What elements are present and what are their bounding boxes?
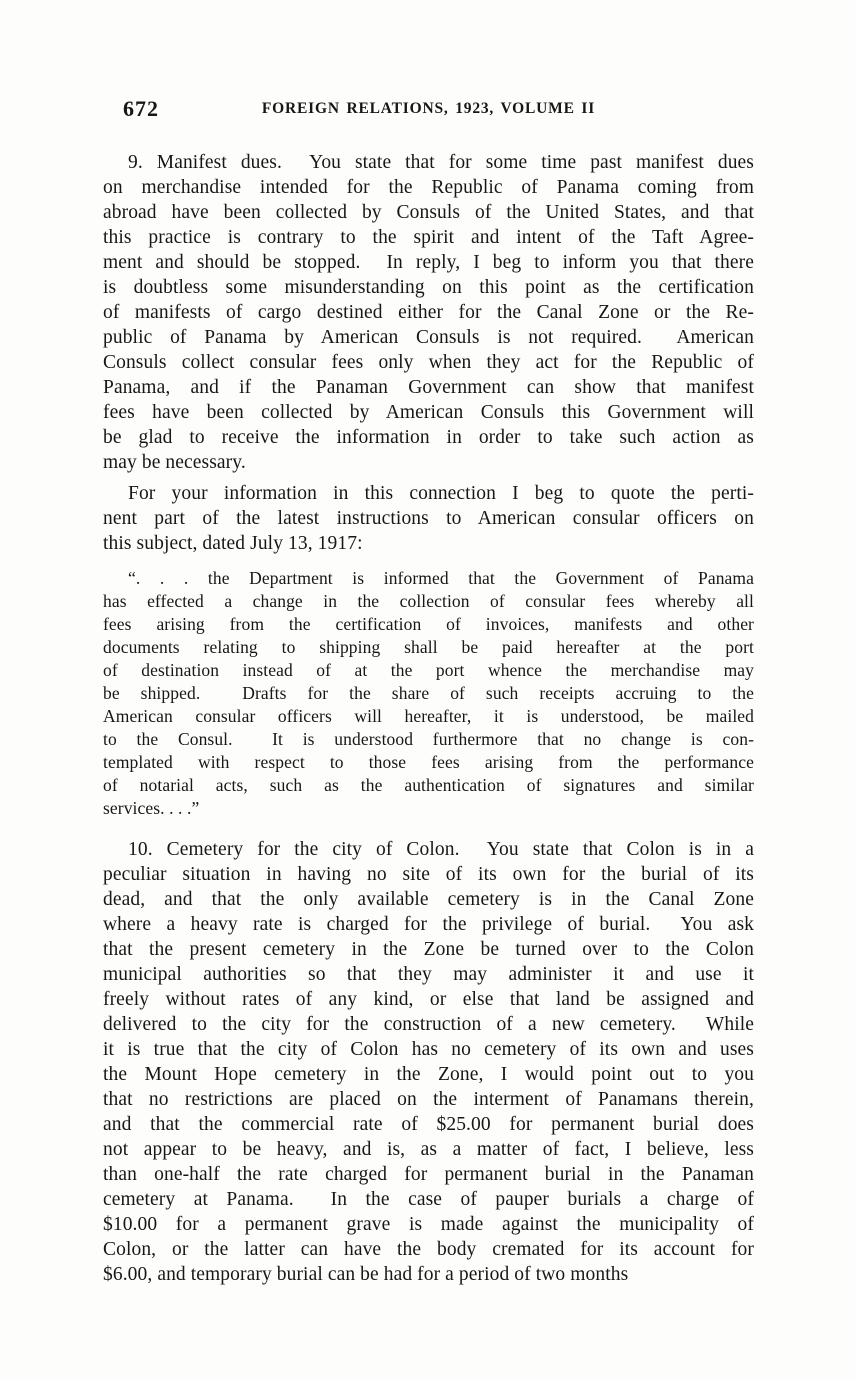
paragraph — [103, 150, 754, 475]
text-line: be glad to receive the information in order to take such action as — [103, 427, 754, 448]
paragraph — [103, 837, 754, 1287]
text-line: Colon, or the latter can have the body cremated for its account for — [103, 1239, 754, 1260]
text-line: dead, and that the only available cemetery is in the Canal Zone — [103, 889, 754, 910]
text-line: Consuls collect consular fees only when they act for the Republic of — [103, 352, 754, 373]
text-line: has effected a change in the collection of consular fees whereby all — [103, 591, 754, 611]
text-line: that no restrictions are placed on the interment of Panamans therein, — [103, 1089, 754, 1110]
text-line: of destination instead of at the port whence the merchandise may — [103, 660, 754, 680]
text-line: For your information in this connection I beg to quote the perti- — [128, 483, 754, 504]
text-line: than one-half the rate charged for permanent burial in the Panaman — [103, 1164, 754, 1185]
text-line: be shipped. Drafts for the share of such receipts accruing to the — [103, 683, 754, 703]
text-line: templated with respect to those fees arising from the performance — [103, 752, 754, 772]
page-header — [103, 96, 754, 124]
text-line: fees have been collected by American Consuls this Government will — [103, 402, 754, 423]
text-line: this practice is contrary to the spirit and intent of the Taft Agree- — [103, 227, 754, 248]
text-line: where a heavy rate is charged for the privilege of burial. You ask — [103, 914, 754, 935]
text-line: freely without rates of any kind, or else that land be assigned and — [103, 989, 754, 1010]
text-line: cemetery at Panama. In the case of pauper burials a charge of — [103, 1189, 754, 1210]
text-line: this subject, dated July 13, 1917: — [103, 533, 363, 554]
text-line: on merchandise intended for the Republic of Panama coming from — [103, 177, 754, 198]
text-line: not appear to be heavy, and is, as a matter of fact, I believe, less — [103, 1139, 754, 1160]
text-line: “. . . the Department is informed that the Government of Panama — [128, 568, 754, 588]
page-content — [103, 96, 754, 1287]
text-line: nent part of the latest instructions to American consular officers on — [103, 508, 754, 529]
text-line: abroad have been collected by Consuls of the United States, and that — [103, 202, 754, 223]
text-line: may be necessary. — [103, 452, 246, 473]
text-line: fees arising from the certification of invoices, manifests and other — [103, 614, 754, 634]
text-line: and that the commercial rate of $25.00 for permanent burial does — [103, 1114, 754, 1135]
text-line: $6.00, and temporary burial can be had for a period of two months — [103, 1264, 629, 1285]
text-line: peculiar situation in having no site of its own for the burial of its — [103, 864, 754, 885]
text-block — [103, 150, 754, 1287]
text-line: 9. Manifest dues. You state that for some time past manifest dues — [128, 152, 754, 173]
text-line: it is true that the city of Colon has no cemetery of its own and uses — [103, 1039, 754, 1060]
text-line: to the Consul. It is understood furthermore that no change is con- — [103, 729, 754, 749]
running-header: FOREIGN RELATIONS, 1923, VOLUME II — [261, 100, 596, 117]
text-line: Panama, and if the Panaman Government can show that manifest — [103, 377, 754, 398]
text-line: is doubtless some misunderstanding on this point as the certification — [103, 277, 754, 298]
text-line: ment and should be stopped. In reply, I beg to inform you that there — [103, 252, 754, 273]
text-line: delivered to the city for the construction of a new cemetery. While — [103, 1014, 754, 1035]
paragraph — [103, 567, 754, 820]
text-line: the Mount Hope cemetery in the Zone, I would point out to you — [103, 1064, 754, 1085]
text-line: $10.00 for a permanent grave is made against the municipality of — [103, 1214, 754, 1235]
text-line: American consular officers will hereafter, it is understood, be mailed — [103, 706, 754, 726]
text-line: public of Panama by American Consuls is not required. American — [103, 327, 754, 348]
text-line: services. . . .” — [103, 798, 200, 818]
text-line: 10. Cemetery for the city of Colon. You state that Colon is in a — [128, 839, 754, 860]
text-line: of notarial acts, such as the authentication of signatures and similar — [103, 775, 754, 795]
text-line: municipal authorities so that they may administer it and use it — [103, 964, 754, 985]
paragraph — [103, 481, 754, 556]
text-line: that the present cemetery in the Zone be turned over to the Colon — [103, 939, 754, 960]
text-line: of manifests of cargo destined either for the Canal Zone or the Re- — [103, 302, 754, 323]
text-line: documents relating to shipping shall be paid hereafter at the port — [103, 637, 754, 657]
page-number: 672 — [123, 96, 159, 121]
